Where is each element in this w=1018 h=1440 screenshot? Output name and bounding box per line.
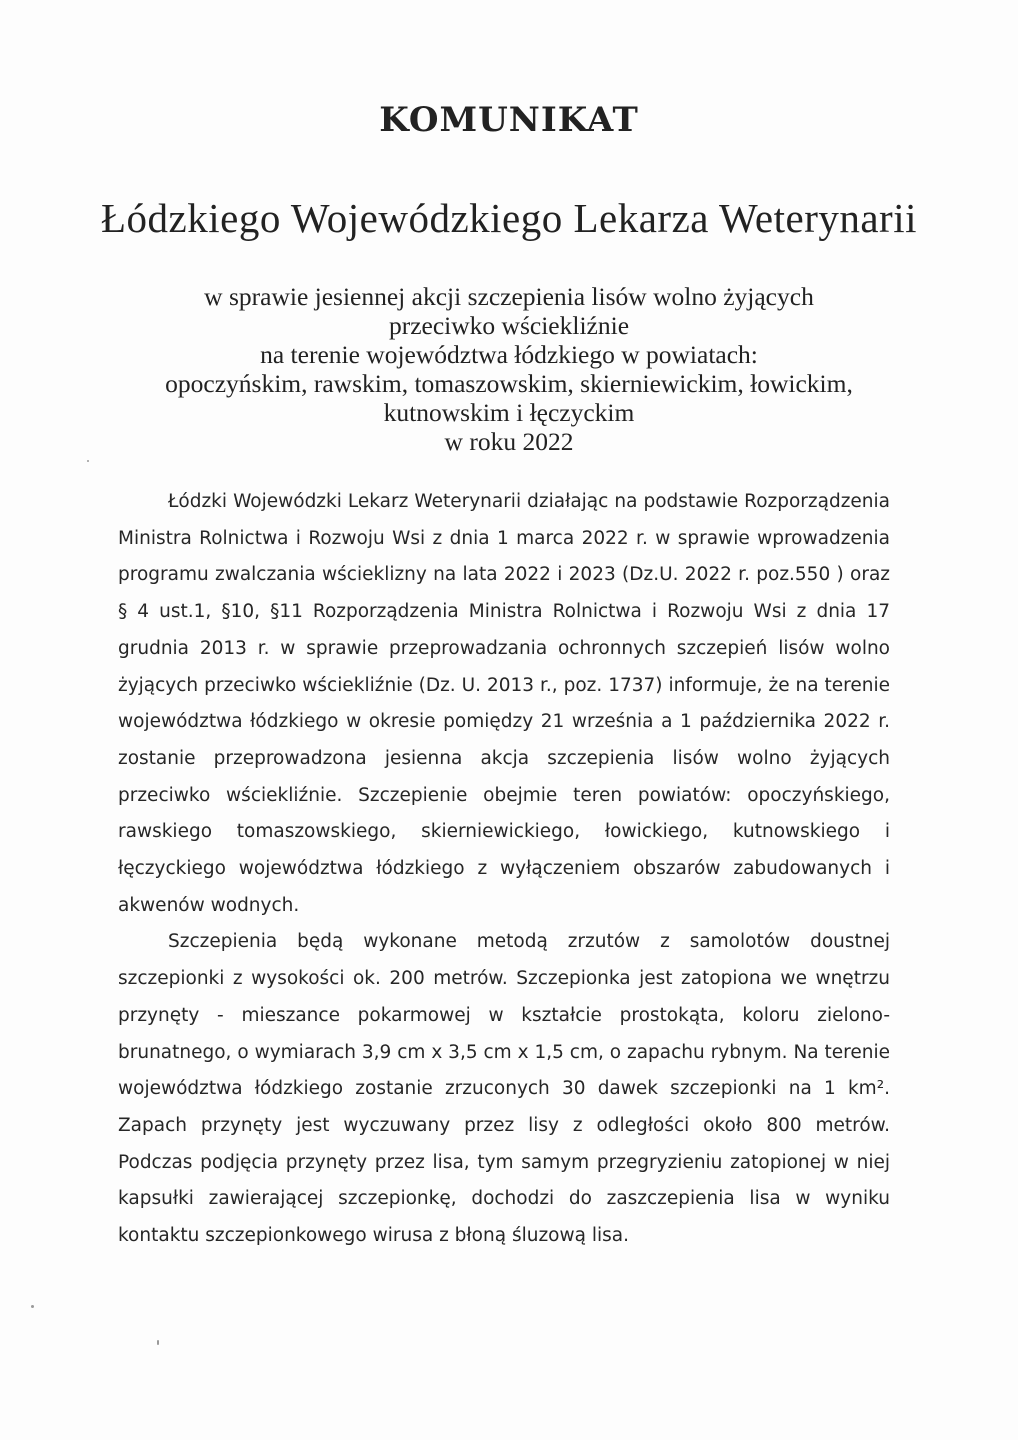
scan-speck [31, 1305, 34, 1308]
scan-speck [87, 460, 89, 462]
body-paragraph: Łódzki Wojewódzki Lekarz Weterynarii działając na podstawie Rozporządzenia Ministra Rolnictwa i Rozwoju Wsi z dnia 1 marca 2022 r. w sprawie wprowadzenia programu zwalczania wścieklizny na lata 2022 i 2023 (Dz.U. 2022 r. poz.550 ) oraz § 4 ust.1, §10, §11 Rozporządzenia Ministra Rolnictwa i Rozwoju Wsi z dnia 17 grudnia 2013 r. w sprawie przeprowadzania ochronnych szczepień lisów wolno żyjących przeciwko wściekliźnie (Dz. U. 2013 r., poz. 1737) informuje, że na terenie województwa łódzkiego w okresie pomiędzy 21 września a 1 października 2022 r. zostanie przeprowadzona jesienna akcja szczepienia lisów wolno żyjących przeciwko wściekliźnie. Szczepienie obejmie teren powiatów: opoczyńskiego, rawskiego tomaszowskiego, skierniewickiego, łowickiego, kutnowskiego i łęczyckiego województwa łódzkiego z wyłączeniem obszarów zabudowanych i akwenów wodnych. [118, 491, 890, 916]
subject-line: przeciwko wściekliźnie [388, 311, 630, 340]
scan-speck [157, 1340, 159, 1345]
subject-line: kutnowskim i łęczyckim [383, 398, 635, 427]
document-issuer: Łódzkiego Wojewódzkiego Lekarza Weterynarii [101, 195, 917, 241]
subject-line: na terenie województwa łódzkiego w powiatach: [260, 340, 758, 369]
document-title: KOMUNIKAT [379, 100, 639, 140]
document-subject [80, 282, 938, 456]
subject-line: opoczyńskim, rawskim, tomaszowskim, skierniewickim, łowickim, [165, 369, 853, 398]
subject-line: w sprawie jesiennej akcji szczepienia lisów wolno żyjących [204, 282, 814, 311]
subject-line: w roku 2022 [444, 427, 574, 456]
body-paragraph: Szczepienia będą wykonane metodą zrzutów z samolotów doustnej szczepionki z wysokości ok. 200 metrów. Szczepionka jest zatopiona we wnętrzu przynęty - mieszance pokarmowej w kształcie prostokąta, koloru zielono-brunatnego, o wymiarach 3,9 cm x 3,5 cm x 1,5 cm, o zapachu rybnym. Na terenie województwa łódzkiego zostanie zrzuconych 30 dawek szczepionki na 1 km². Zapach przynęty jest wyczuwany przez lisy z odległości około 800 metrów. Podczas podjęcia przynęty przez lisa, tym samym przegryzieniu zatopionej w niej kapsułki zawierającej szczepionkę, dochodzi do zaszczepienia lisa w wyniku kontaktu szczepionkowego wirusa z błoną śluzową lisa. [118, 931, 890, 1247]
document-body [118, 484, 890, 1255]
